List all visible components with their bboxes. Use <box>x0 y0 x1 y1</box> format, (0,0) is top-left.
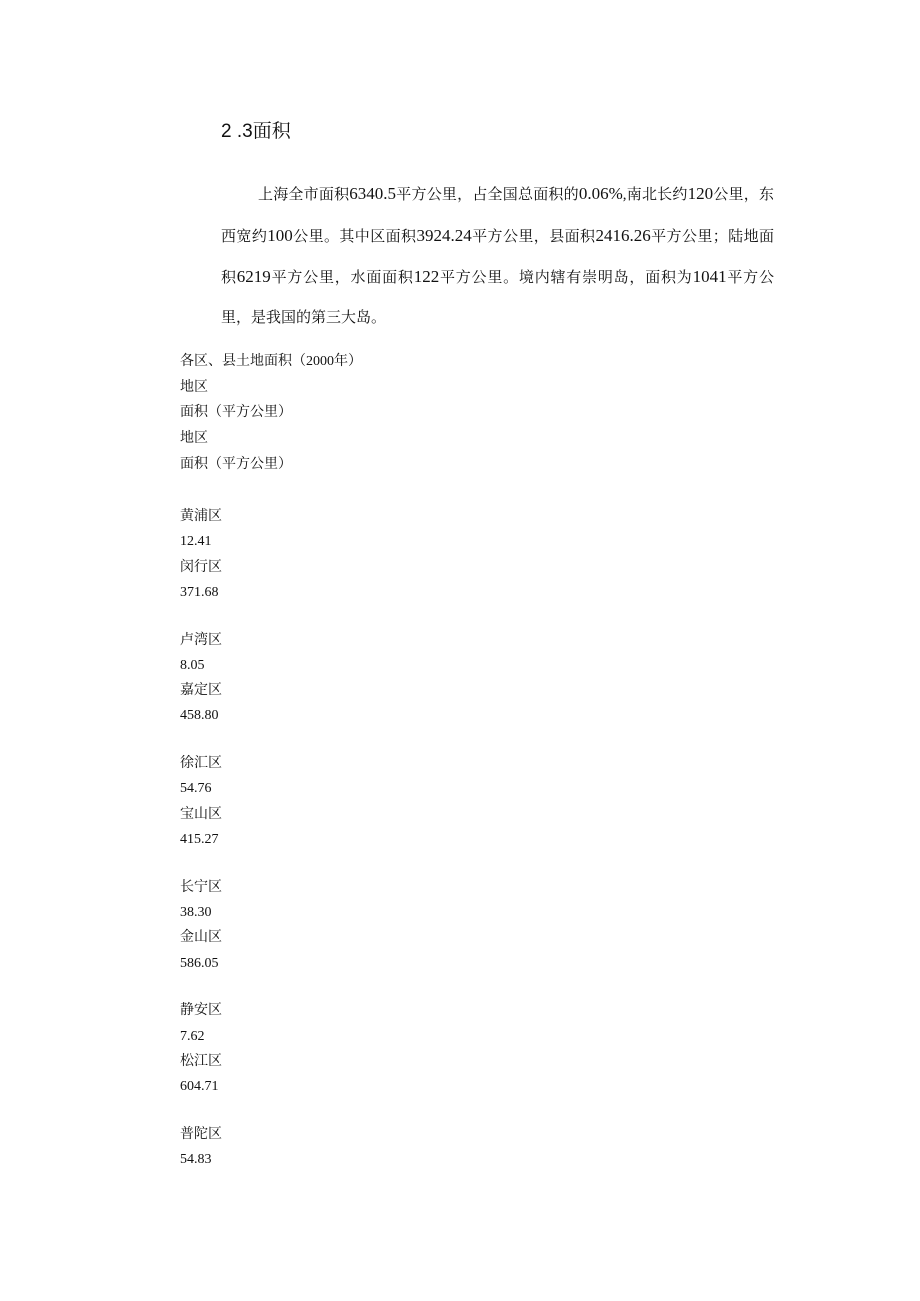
intro-text: 平方公里；陆地面积 <box>221 228 774 286</box>
table-header-block <box>180 349 362 478</box>
district-name: 普陀区 <box>180 1126 222 1142</box>
intro-number: 3924.24 <box>416 225 472 245</box>
table-caption: 各区、县土地面积（2000年） <box>180 354 362 369</box>
table-row <box>180 998 222 1099</box>
district-area: 54.83 <box>180 1152 212 1168</box>
section-heading: 2 .3面积 <box>221 121 291 142</box>
intro-number: 6219 <box>236 267 271 286</box>
district-name: 静安区 <box>180 1003 222 1019</box>
intro-number: 120 <box>687 184 714 203</box>
intro-number: 122 <box>413 267 440 286</box>
intro-number: 1041 <box>692 267 727 286</box>
column-header-area: 面积（平方公里） <box>180 456 292 472</box>
district-name: 金山区 <box>180 930 222 946</box>
district-name: 长宁区 <box>180 879 222 895</box>
intro-text: 公里，东西宽约 <box>221 187 774 245</box>
district-area: 38.30 <box>180 905 212 921</box>
intro-text: 公里。其中区面积 <box>292 228 417 245</box>
table-row <box>180 628 222 729</box>
district-area: 415.27 <box>180 832 219 848</box>
intro-text: 平方公里。境内辖有崇明岛，面积为 <box>439 270 693 286</box>
intro-number: 6340.5 <box>349 184 397 203</box>
district-name: 黄浦区 <box>180 509 222 524</box>
intro-text: 平方公里，县面积 <box>471 228 596 245</box>
intro-number: 0.06% <box>578 184 623 203</box>
district-area: 54.76 <box>180 781 212 797</box>
district-area: 12.41 <box>180 534 212 550</box>
district-area: 8.05 <box>180 657 205 673</box>
intro-number: 2416.26 <box>595 225 651 245</box>
intro-text: 平方公里，是我国的第三大岛。 <box>221 270 774 326</box>
district-area: 7.62 <box>180 1028 205 1044</box>
intro-text: 平方公里，占全国总面积的 <box>396 187 579 203</box>
column-header-district: 地区 <box>180 431 208 447</box>
column-header-area: 面积（平方公里） <box>180 405 292 421</box>
district-name: 徐汇区 <box>180 756 222 772</box>
table-row <box>180 1122 222 1173</box>
district-area: 604.71 <box>180 1079 219 1095</box>
intro-text: ,南北长约 <box>622 187 688 203</box>
district-name: 闵行区 <box>180 559 222 575</box>
district-name: 嘉定区 <box>180 683 222 699</box>
district-name: 宝山区 <box>180 806 222 822</box>
intro-text: 上海全市面积 <box>258 187 350 203</box>
intro-paragraph <box>221 174 774 338</box>
table-row <box>180 504 222 605</box>
intro-text: 平方公里，水面面积 <box>270 270 414 286</box>
district-records <box>180 504 222 1195</box>
district-name: 松江区 <box>180 1053 222 1069</box>
district-area: 586.05 <box>180 955 219 971</box>
district-area: 371.68 <box>180 584 219 600</box>
column-header-district: 地区 <box>180 379 208 395</box>
table-row <box>180 751 222 852</box>
district-name: 卢湾区 <box>180 632 222 648</box>
table-row <box>180 875 222 976</box>
district-area: 458.80 <box>180 708 219 724</box>
intro-number: 100 <box>267 225 293 245</box>
